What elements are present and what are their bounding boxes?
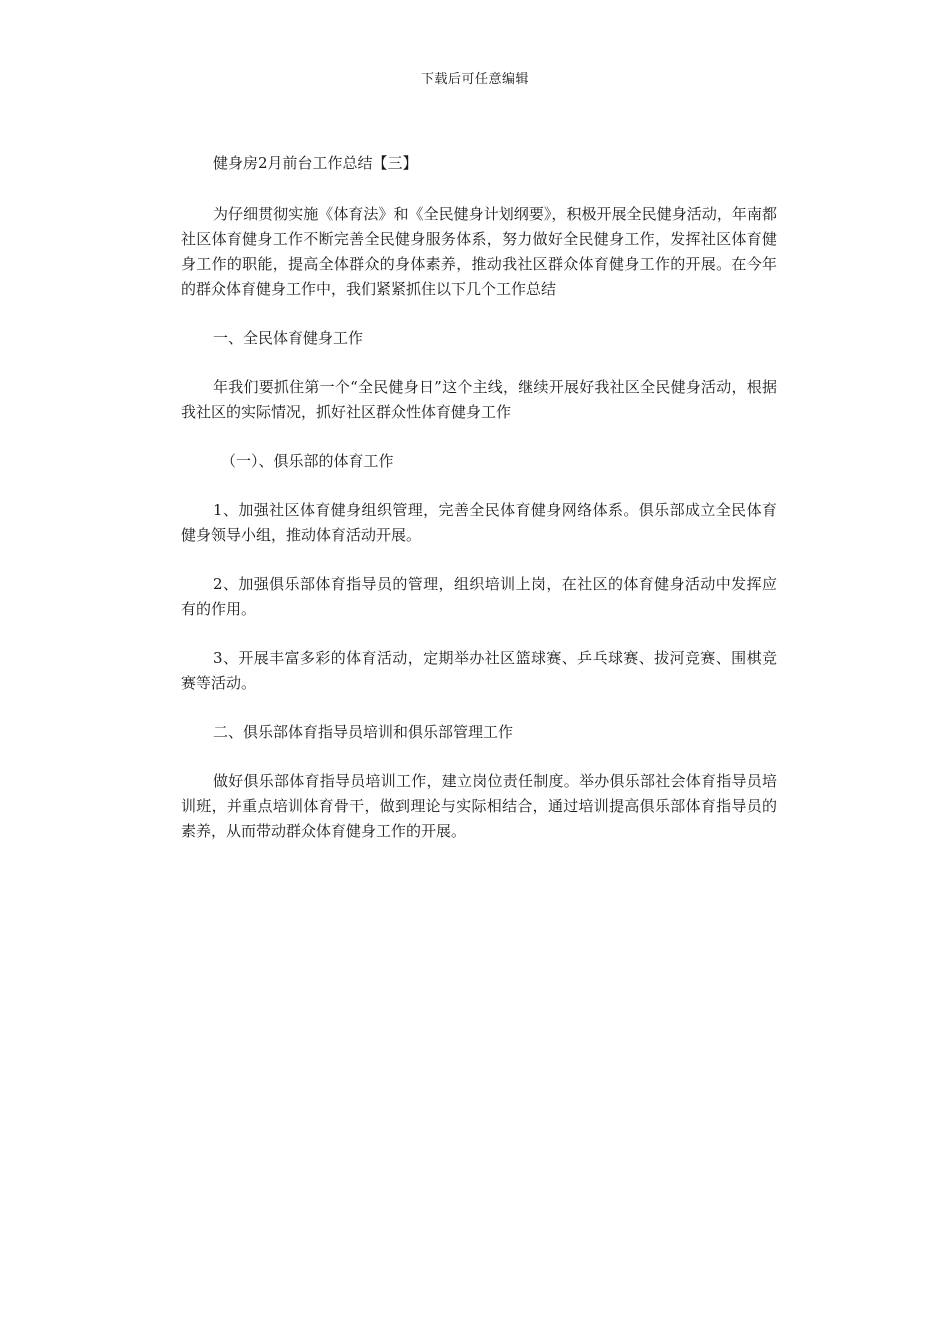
section-2-paragraph: 做好俱乐部体育指导员培训工作，建立岗位责任制度。举办俱乐部社会体育指导员培训班，并重点培训体育骨干，做到理论与实际相结合，通过培训提高俱乐部体育指导员的素养，从而带动群众体育健身工作的开展。 bbox=[181, 772, 777, 840]
intro-paragraph: 为仔细贯彻实施《体育法》和《全民健身计划纲要》，积极开展全民健身活动，年南都社区体育健身工作不断完善全民健身服务体系，努力做好全民健身工作，发挥社区体育健身工作的职能，提高全体群众的身体素养，推动我社区群众体育健身工作的开展。在今年的群众体育健身工作中，我们紧紧抓住以下几个工作总结 bbox=[181, 205, 777, 298]
section-1-paragraph: 年我们要抓住第一个“全民健身日”这个主线，继续开展好我社区全民健身活动，根据我社区的实际情况，抓好社区群众性体育健身工作 bbox=[181, 378, 777, 421]
list-item-2: 2、加强俱乐部体育指导员的管理，组织培训上岗，在社区的体育健身活动中发挥应有的作用。 bbox=[181, 575, 777, 618]
sub-heading-1: （一）、俱乐部的体育工作 bbox=[221, 452, 394, 470]
section-heading-1: 一、全民体育健身工作 bbox=[213, 329, 364, 347]
list-item-1: 1、加强社区体育健身组织管理，完善全民体育健身网络体系。俱乐部成立全民体育健身领导小组，推动体育活动开展。 bbox=[181, 501, 777, 544]
document-body bbox=[181, 151, 777, 868]
document-title: 健身房2月前台工作总结【三】 bbox=[213, 154, 418, 172]
section-heading-2: 二、俱乐部体育指导员培训和俱乐部管理工作 bbox=[213, 723, 514, 741]
header-note: 下载后可任意编辑 bbox=[420, 72, 529, 87]
list-item-3: 3、开展丰富多彩的体育活动，定期举办社区篮球赛、乒乓球赛、拔河竞赛、围棋竞赛等活动。 bbox=[181, 649, 777, 692]
